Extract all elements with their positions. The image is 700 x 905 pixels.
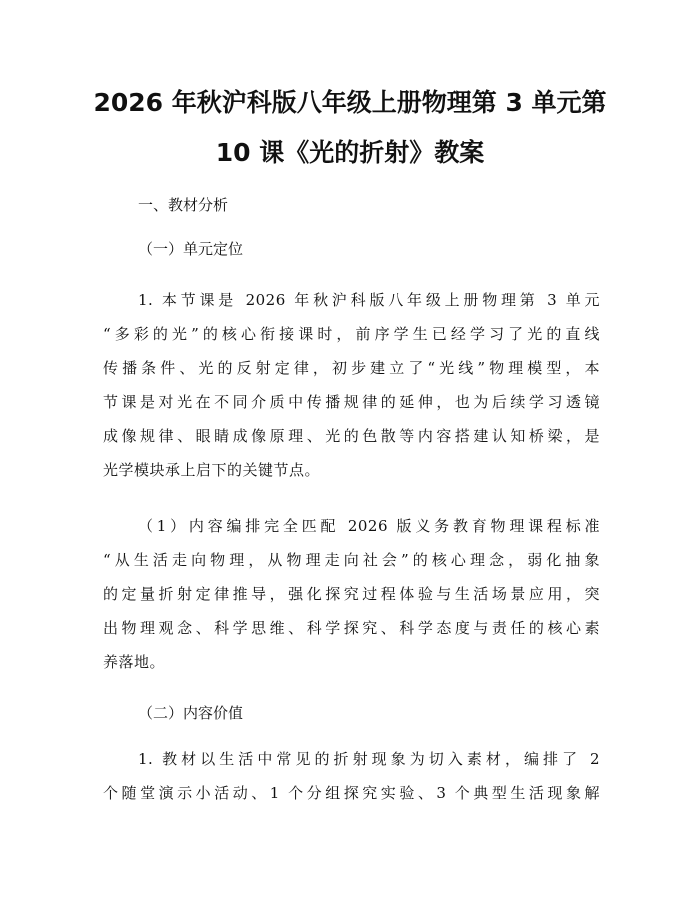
paragraph-content-value — [103, 748, 600, 816]
paragraph-line: （1）内容编排完全匹配 2026 版义务教育物理课程标准 — [138, 517, 600, 535]
paragraph-line: 的定量折射定律推导，强化探究过程体验与生活场景应用，突 — [103, 585, 600, 603]
paragraph-line: 1. 本节课是 2026 年秋沪科版八年级上册物理第 3 单元 — [138, 291, 600, 309]
section-heading-textbook-analysis: 一、教材分析 — [138, 196, 229, 214]
paragraph-line: 1. 教材以生活中常见的折射现象为切入素材，编排了 2 — [138, 750, 600, 768]
paragraph-line: “多彩的光”的核心衔接课时，前序学生已经学习了光的直线 — [103, 325, 600, 343]
paragraph-line: 养落地。 — [103, 653, 166, 671]
paragraph-line: 传播条件、光的反射定律，初步建立了“光线”物理模型，本 — [103, 359, 600, 377]
paragraph-line: 个随堂演示小活动、1 个分组探究实验、3 个典型生活现象解 — [103, 784, 600, 802]
document-title-line-1: 2026 年秋沪科版八年级上册物理第 3 单元第 — [93, 88, 607, 117]
subsection-heading-unit-position: （一）单元定位 — [138, 240, 244, 258]
paragraph-line: “从生活走向物理，从物理走向社会”的核心理念，弱化抽象 — [103, 551, 600, 569]
paragraph-line: 节课是对光在不同介质中传播规律的延伸，也为后续学习透镜 — [103, 393, 600, 411]
paragraph-unit-position — [103, 289, 600, 493]
paragraph-curriculum-standard — [103, 515, 600, 685]
subsection-heading-content-value: （二）内容价值 — [138, 704, 244, 722]
paragraph-line: 光学模块承上启下的关键节点。 — [103, 461, 321, 479]
paragraph-line: 出物理观念、科学思维、科学探究、科学态度与责任的核心素 — [103, 619, 600, 637]
paragraph-line: 成像规律、眼睛成像原理、光的色散等内容搭建认知桥梁，是 — [103, 427, 600, 445]
document-title-line-2: 10 课《光的折射》教案 — [215, 138, 485, 167]
